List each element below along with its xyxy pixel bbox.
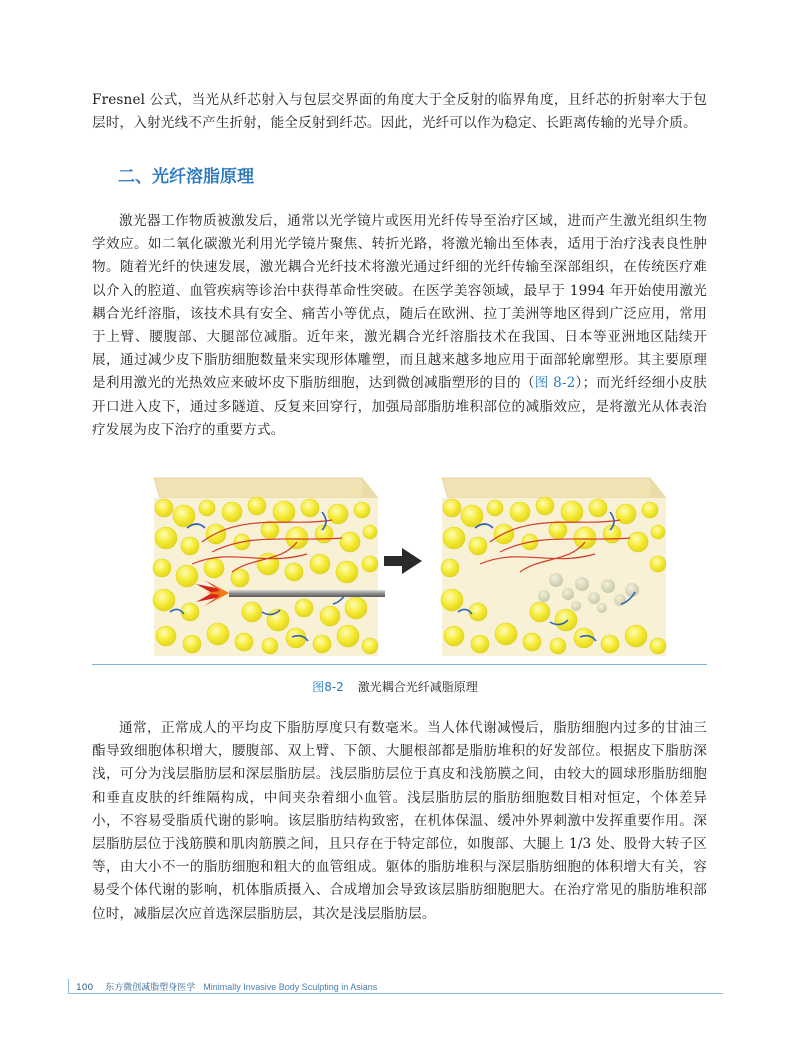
fat-cell (153, 559, 171, 577)
fat-cell (443, 499, 461, 517)
fat-cell (313, 635, 331, 653)
book-title-en: Minimally Invasive Body Sculpting in Asians (203, 982, 378, 992)
fat-cell (362, 638, 378, 654)
fat-cell (199, 500, 215, 516)
fat-cell (530, 602, 550, 622)
fat-cell (286, 628, 306, 648)
fat-cell (286, 527, 308, 549)
damaged-fat-cell (625, 583, 639, 597)
damaged-fat-cell (588, 592, 600, 604)
figure-divider (92, 664, 707, 665)
damaged-fat-cell (601, 579, 615, 593)
fat-cell (549, 521, 567, 539)
fat-cell (589, 499, 607, 517)
fat-cell (642, 502, 658, 518)
fat-cell (345, 597, 367, 619)
fat-cell (650, 556, 666, 572)
fat-cell (487, 500, 503, 516)
paragraph-fat-layers: 通常，正常成人的平均皮下脂肪厚度只有数毫米。当人体代谢减慢后，脂肪细胞内过多的甘油三酯导致细胞体积增大，腰腹部、双上臂、下颌、大腿根部都是脂肪堆积的好发部位。根据皮下脂肪深浅，可分为浅层脂肪层和深层脂肪层。浅层脂肪层位于真皮和浅筋膜之间，由较大的圆球形脂肪细胞和垂直皮肤的纤维隔构成，中间夹杂着细小血管。浅层脂肪层的脂肪细胞数目相对恒定，个体差异小，不容易受脂质代谢的影响。该层脂肪结构致密，在机体保温、缓冲外界刺激中发挥重要作用。深层脂肪层位于浅筋膜和肌肉筋膜之间，且只存在于特定部位，如腹部、大腿上 1/3 处、股骨大转子区等，由大小不一的脂肪细胞和粗大的血管组成。躯体的脂肪堆积与深层脂肪细胞的体积增大有关，容易受个体代谢的影响，机体脂质摄入、合成增加会导致该层脂肪细胞肥大。在治疗常见的脂肪堆积部位时，减脂层次应首选深层脂肪层，其次是浅层脂肪层。 (92, 720, 707, 922)
fat-cell (204, 558, 224, 578)
fat-cell (222, 502, 242, 522)
fat-cell (510, 502, 530, 522)
footer-rule (68, 993, 723, 994)
fat-cell (181, 537, 199, 555)
fat-cell (550, 638, 566, 654)
fat-cell (310, 554, 330, 574)
page-footer (68, 979, 723, 994)
fat-cell (273, 501, 295, 523)
fat-cell (574, 628, 594, 648)
fat-cell (235, 633, 253, 651)
fat-cell (153, 589, 175, 611)
fat-cell (261, 521, 279, 539)
tissue-block-after (441, 478, 666, 656)
fat-cell (625, 625, 647, 647)
fat-cell (155, 499, 173, 517)
paragraph-fresnel: Fresnel 公式，当光从纤芯射入与包层交界面的角度大于全反射的临界角度，且纤芯的折射率大于包层时，入射光线不产生折射，能全反射到纤芯。因此，光纤可以作为稳定、长距离传输的光导介质。 (92, 92, 707, 132)
fat-cell (363, 525, 377, 539)
fat-cell (320, 606, 340, 626)
fat-cell (328, 504, 348, 524)
paragraph-principle (92, 210, 707, 442)
fat-cell (555, 609, 577, 631)
fat-cell (248, 497, 266, 515)
fat-cell (443, 527, 465, 549)
section-title: 二、光纤溶脂原理 (118, 167, 254, 187)
fat-cell (207, 623, 229, 645)
fat-cell (231, 569, 249, 587)
fat-cell (469, 603, 487, 621)
damaged-fat-cell (549, 573, 563, 587)
fat-cell (651, 525, 665, 539)
figure-8-2-illustration (92, 472, 708, 664)
damaged-fat-cell (562, 588, 574, 600)
fat-cell (155, 527, 177, 549)
figure-number: 图8-2 (312, 680, 344, 694)
footer-marker (68, 979, 69, 994)
fat-cell (469, 537, 487, 555)
tissue-block-before (153, 478, 385, 656)
fat-cell (176, 565, 198, 587)
damaged-fat-cell (597, 603, 607, 613)
laser-fiber (229, 590, 385, 597)
fat-cell (242, 602, 262, 622)
book-title-cn: 东方微创减脂塑身医学 (105, 983, 196, 993)
fat-cell (183, 635, 201, 653)
fat-cell (536, 497, 554, 515)
fat-cell (441, 559, 459, 577)
fat-cell (285, 563, 303, 581)
fat-cell (354, 502, 370, 518)
fat-cell (461, 505, 483, 527)
figure-caption-text: 激光耦合光纤减脂原理 (357, 680, 478, 694)
paragraph-principle-text-1: 激光器工作物质被激发后，通常以光学镜片或医用光纤传导至治疗区域，进而产生激光组织生物学效应。如二氧化碳激光利用光学镜片聚焦、转折光路，将激光输出至体表，适用于治疗浅表良性肿物。随着光纤的快速发展，激光耦合光纤技术将激光通过纤细的光纤传输至深部组织，在传统医疗难以介入的腔道、血管疾病等诊治中获得革命性突破。在医学美容领域，最早于 1994 年开始使用激光耦合光纤溶脂，该技术具有安全、痛苦小等优点，随后在欧洲、拉丁美洲等地区得到广泛应用，常用于上臂、腰腹部、大腿部位减脂。近年来，激光耦合光纤溶脂技术在我国、日本等亚洲地区陆续开展，通过减少皮下脂肪细胞数量来实现形体雕塑，而且越来越多地应用于面部轮廓塑形。其主要原理是利用激光的光热效应来破坏皮下脂肪细胞，达到微创减脂塑形的目的（ (92, 213, 707, 392)
figure-caption (0, 678, 790, 695)
fat-cell (301, 499, 319, 517)
fat-cell (156, 626, 176, 646)
page-number: 100 (76, 983, 94, 993)
fat-cell (362, 556, 378, 572)
fat-cell (336, 561, 358, 583)
arrow-right-icon (384, 548, 422, 574)
fat-cell (444, 626, 464, 646)
fat-cell (650, 638, 666, 654)
damaged-fat-cell (538, 590, 550, 602)
fat-cell (628, 532, 648, 552)
paragraph-principle-text-2: ）；而光纤经细小皮肤开口进入皮下，通过多隧道、反复来回穿行，加强局部脂肪堆积部位的减脂效应，是将激光从体表治疗发展为皮下治疗的重要方式。 (92, 375, 707, 438)
figure-reference-link[interactable]: 图 8-2 (534, 375, 576, 392)
fat-cell (561, 501, 583, 523)
fat-cell (173, 505, 195, 527)
fat-cell (616, 504, 636, 524)
fat-cell (523, 633, 541, 651)
fat-cell (601, 635, 619, 653)
fat-cell (495, 623, 517, 645)
fat-cell (337, 625, 359, 647)
fat-cell (441, 589, 463, 611)
damaged-fat-cell (575, 577, 589, 591)
damaged-fat-cell (614, 594, 626, 606)
fat-cell (181, 603, 199, 621)
fat-cell (574, 527, 596, 549)
fat-cell (471, 635, 489, 653)
fat-cell (340, 532, 360, 552)
fat-cell (295, 599, 313, 617)
damaged-fat-cell (571, 601, 581, 611)
footer-text (76, 980, 377, 993)
fat-cell (262, 638, 278, 654)
